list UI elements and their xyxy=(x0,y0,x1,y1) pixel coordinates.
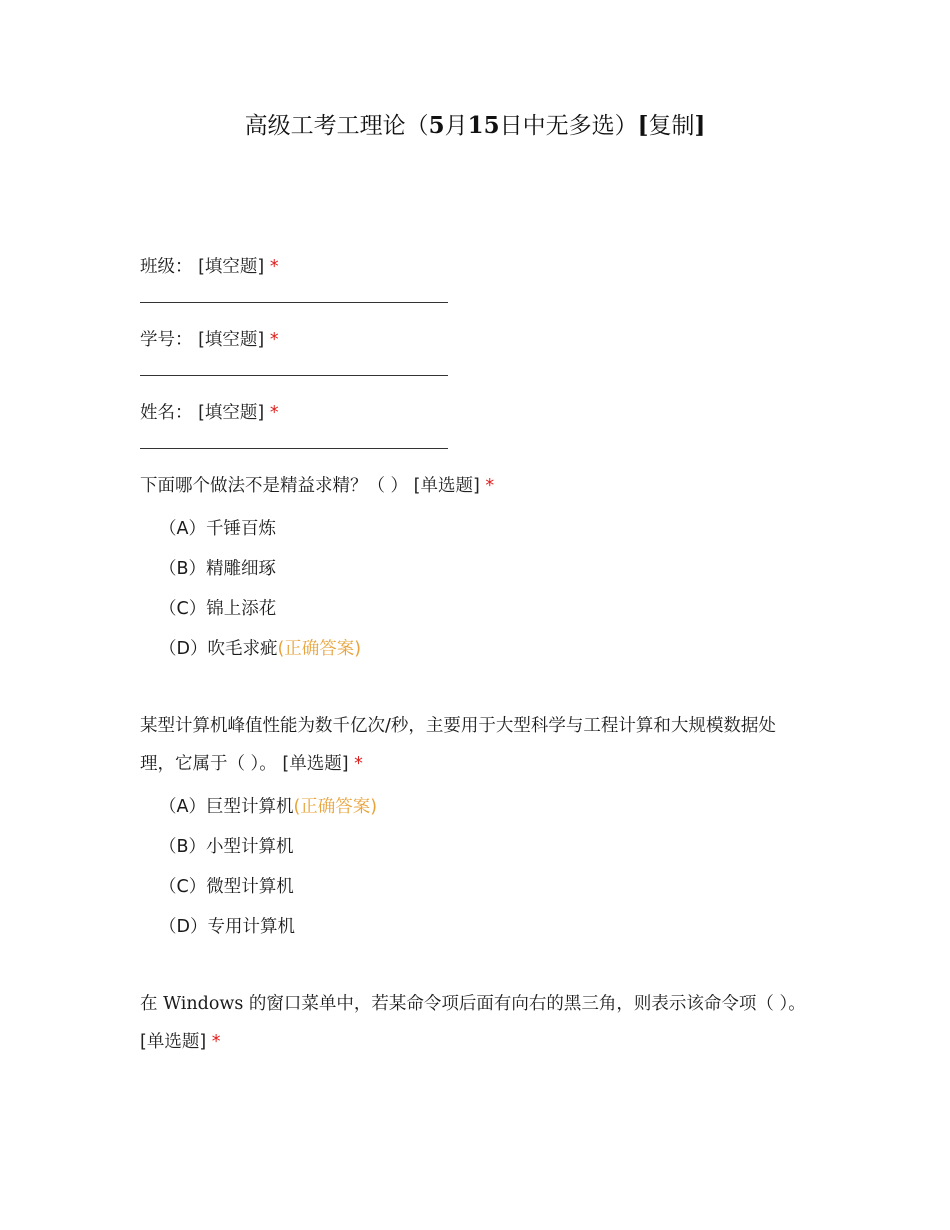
choice-question-1 xyxy=(140,467,810,669)
option-b[interactable] xyxy=(159,549,810,589)
required-mark: * xyxy=(211,1032,221,1052)
choice-question-2 xyxy=(140,707,810,947)
fill-question-name xyxy=(140,394,810,449)
question-text: 某型计算机峰值性能为数千亿次/秒，主要用于大型科学与工程计算和大规模数据处理，它属于（ ）。 xyxy=(140,716,776,774)
question-label: 学号： xyxy=(140,330,193,350)
required-mark: * xyxy=(269,403,279,423)
question-label: 班级： xyxy=(140,257,193,277)
question-type: [单选题] xyxy=(282,754,349,774)
class-answer-line[interactable] xyxy=(140,302,448,303)
question-label: 姓名： xyxy=(140,403,193,423)
required-mark: * xyxy=(485,476,495,496)
question-title xyxy=(140,321,810,359)
required-mark: * xyxy=(269,257,279,277)
correct-answer-label: (正确答案) xyxy=(277,639,362,659)
option-text: （C）锦上添花 xyxy=(159,599,277,619)
survey-content xyxy=(140,248,810,1061)
question-title xyxy=(140,467,810,505)
option-b[interactable] xyxy=(159,827,810,867)
title-mid1: 月 xyxy=(444,113,468,139)
fill-question-student-id xyxy=(140,321,810,376)
title-prefix: 高级工考工理论（ xyxy=(244,113,429,139)
question-text: 下面哪个做法不是精益求精？（ ） xyxy=(140,476,409,496)
option-text: （A）千锤百炼 xyxy=(159,519,276,539)
question-title xyxy=(140,707,810,783)
question-text-after: 的窗口菜单中，若某命令项后面有向右的黑三角，则表示该命令项（ ）。 xyxy=(243,994,806,1014)
option-list xyxy=(140,787,810,947)
required-mark: * xyxy=(354,754,363,774)
option-c[interactable] xyxy=(159,589,810,629)
option-a[interactable] xyxy=(159,509,810,549)
title-mid2: 日中无多选） xyxy=(499,113,638,139)
option-text: （C）微型计算机 xyxy=(159,877,294,897)
option-d[interactable] xyxy=(159,907,810,947)
option-text: （D）专用计算机 xyxy=(159,917,295,937)
option-a[interactable] xyxy=(159,787,810,827)
page-title xyxy=(0,108,950,144)
option-text: （B）小型计算机 xyxy=(159,837,294,857)
question-title xyxy=(140,394,810,432)
question-text-windows: Windows xyxy=(163,994,244,1014)
question-type: [填空题] xyxy=(198,330,265,350)
option-text: （D）吹毛求疵 xyxy=(159,639,278,659)
option-d[interactable] xyxy=(159,629,810,669)
question-type: [填空题] xyxy=(198,257,265,277)
question-title xyxy=(140,985,810,1061)
title-bracket-close: ] xyxy=(694,112,706,139)
option-text: （B）精雕细琢 xyxy=(159,559,277,579)
question-text-before: 在 xyxy=(140,994,164,1014)
required-mark: * xyxy=(269,330,279,350)
question-type: [填空题] xyxy=(198,403,265,423)
student-id-answer-line[interactable] xyxy=(140,375,448,376)
name-answer-line[interactable] xyxy=(140,448,448,449)
correct-answer-label: (正确答案) xyxy=(293,797,378,817)
title-copy: 复制 xyxy=(648,113,695,139)
question-type: [单选题] xyxy=(140,1032,207,1052)
option-c[interactable] xyxy=(159,867,810,907)
option-text: （A）巨型计算机 xyxy=(159,797,294,817)
title-num1: 5 xyxy=(428,112,445,139)
option-list xyxy=(140,509,810,669)
fill-question-class xyxy=(140,248,810,303)
title-num2: 15 xyxy=(467,112,500,139)
question-title xyxy=(140,248,810,286)
choice-question-3 xyxy=(140,985,810,1061)
title-bracket-open: [ xyxy=(637,112,649,139)
question-type: [单选题] xyxy=(413,476,480,496)
